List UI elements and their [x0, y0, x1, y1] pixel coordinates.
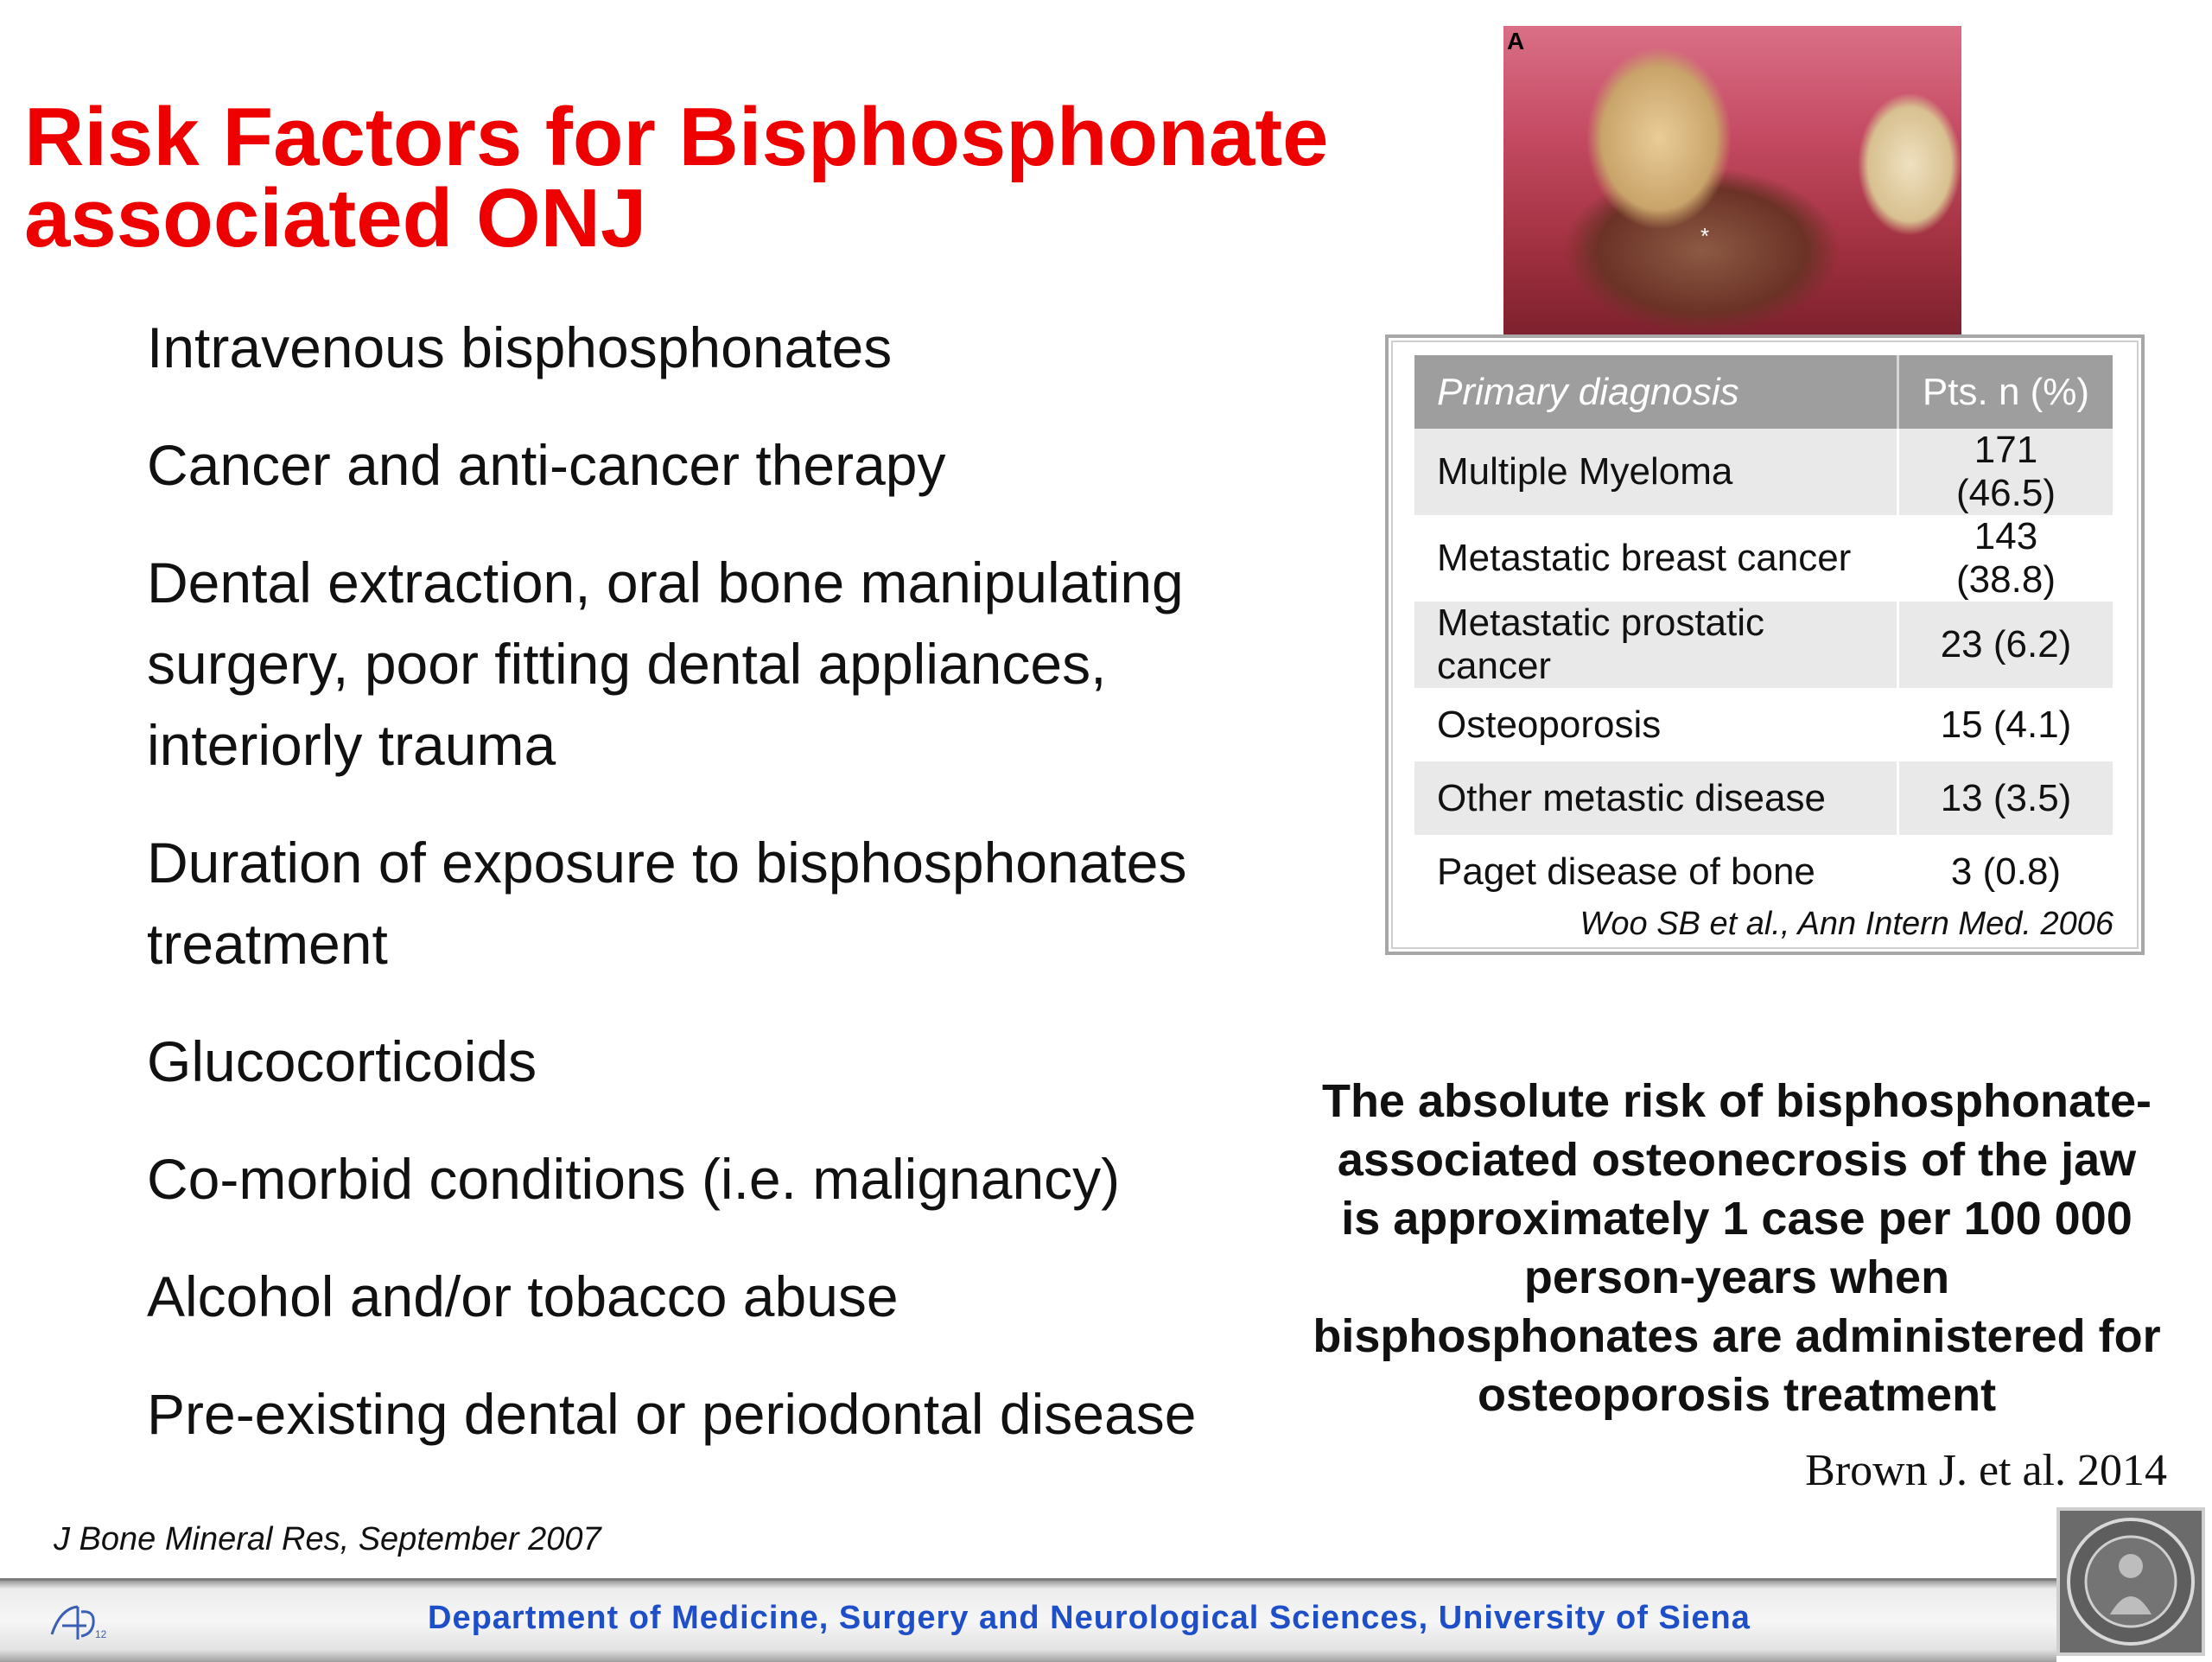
- left-source-citation: J Bone Mineral Res, September 2007: [54, 1521, 601, 1557]
- risk-line: osteoporosis treatment: [1477, 1369, 1997, 1421]
- risk-factor-item: Cancer and anti-cancer therapy: [147, 433, 946, 497]
- table-row: [1414, 835, 2113, 908]
- risk-line: associated osteonecrosis of the jaw: [1337, 1134, 2137, 1186]
- slide-title-line-1: Risk Factors for Bisphosphonate: [24, 91, 1329, 183]
- risk-factor-item: Dental extraction, oral bone manipulating surgery, poor fitting dental appliances, interiorly trauma: [147, 551, 1184, 777]
- patients-cell: 3 (0.8): [1898, 835, 2113, 908]
- risk-factor-item: Duration of exposure to bisphosphonates treatment: [147, 831, 1187, 976]
- risk-factor-item: Glucocorticoids: [147, 1029, 537, 1093]
- risk-line: is approximately 1 case per 100 000: [1341, 1193, 2133, 1245]
- table-header-row: [1414, 355, 2113, 429]
- diagnosis-table-box: [1385, 334, 2145, 955]
- risk-line: bisphosphonates are administered for: [1313, 1310, 2161, 1362]
- table-row: [1414, 688, 2113, 761]
- absolute-risk-statement: [1279, 1072, 2195, 1424]
- patients-cell: 143 (38.8): [1898, 515, 2113, 602]
- department-name: Department of Medicine, Surgery and Neurological Sciences, University of Siena: [428, 1600, 1751, 1636]
- clinical-photo-onj: [1503, 26, 1961, 344]
- patients-cell: 171 (46.5): [1898, 429, 2113, 515]
- patients-cell: 15 (4.1): [1898, 688, 2113, 761]
- table-row: [1414, 515, 2113, 602]
- diagnosis-table: [1414, 355, 2113, 908]
- photo-panel-label: A: [1507, 28, 1525, 54]
- diagnosis-cell: Osteoporosis: [1414, 688, 1898, 761]
- diagnosis-cell: Paget disease of bone: [1414, 835, 1898, 908]
- risk-factor-item: Intravenous bisphosphonates: [147, 315, 893, 379]
- risk-factor-item: Alcohol and/or tobacco abuse: [147, 1264, 899, 1328]
- header-primary-diagnosis: Primary diagnosis: [1414, 355, 1898, 429]
- slide-title: [24, 91, 1424, 264]
- diagnosis-cell: Metastatic prostatic cancer: [1414, 602, 1898, 688]
- patients-cell: 13 (3.5): [1898, 761, 2113, 835]
- risk-factor-item: Pre-existing dental or periodontal disease: [147, 1382, 1197, 1446]
- university-logo-icon: [43, 1600, 112, 1646]
- slide-title-line-2: associated ONJ: [24, 172, 647, 264]
- risk-line: The absolute risk of bisphosphonate-: [1321, 1075, 2152, 1127]
- patients-cell: 23 (6.2): [1898, 602, 2113, 688]
- table-row: [1414, 602, 2113, 688]
- header-patients: Pts. n (%): [1898, 355, 2113, 429]
- risk-factor-item: Co-morbid conditions (i.e. malignancy): [147, 1147, 1121, 1211]
- diagnosis-cell: Other metastic disease: [1414, 761, 1898, 835]
- table-source: Woo SB et al., Ann Intern Med. 2006: [1580, 906, 2113, 942]
- photo-marker: *: [1700, 223, 1710, 249]
- table-row: [1414, 429, 2113, 515]
- diagnosis-cell: Multiple Myeloma: [1414, 429, 1898, 515]
- footer-bar: [0, 1578, 2056, 1662]
- risk-citation: Brown J. et al. 2014: [1805, 1446, 2167, 1495]
- svg-text:12: 12: [95, 1628, 107, 1640]
- table-row: [1414, 761, 2113, 835]
- university-seal-icon: [2056, 1507, 2205, 1656]
- diagnosis-cell: Metastatic breast cancer: [1414, 515, 1898, 602]
- risk-factor-list: [147, 307, 1305, 1491]
- risk-line: person-years when: [1523, 1251, 1950, 1303]
